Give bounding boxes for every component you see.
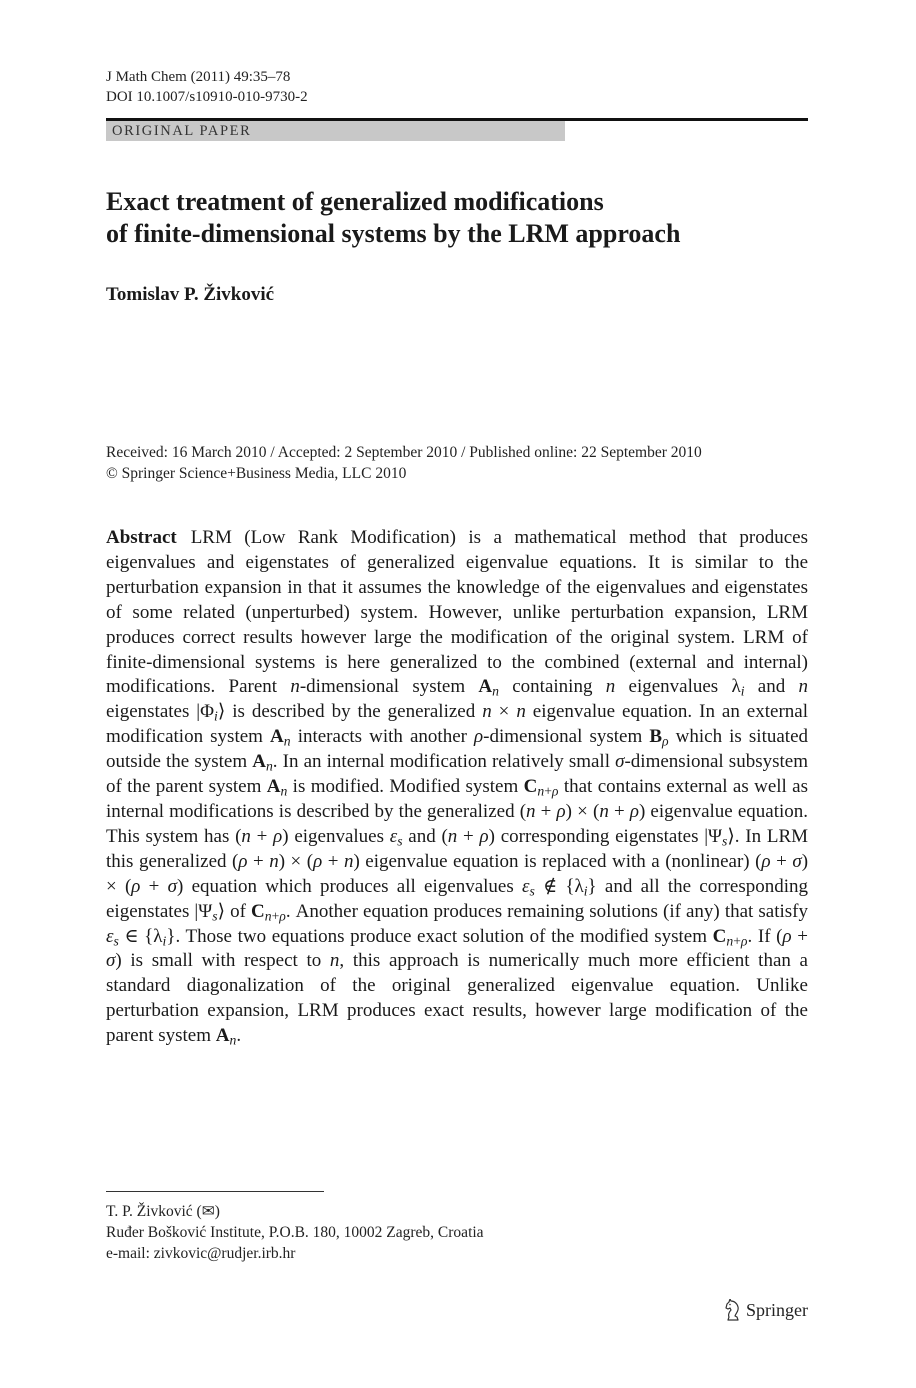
publisher-logo xyxy=(724,1298,808,1322)
abstract xyxy=(106,526,808,1049)
title-line-2: of finite-dimensional systems by the LRM approach xyxy=(106,219,681,248)
dates-line: Received: 16 March 2010 / Accepted: 2 September 2010 / Published online: 22 September 2010 xyxy=(106,444,702,461)
abstract-body: LRM (Low Rank Modification) is a mathematical method that produces eigenvalues and eigenstates of generalized eigenvalue equations. It is similar to the perturbation expansion in that it assumes the knowledge of the eigenvalues and eigenstates of some related (unperturbed) system. However, unlike perturbation expansion, LRM produces correct results however large the modification of the original system. LRM of finite-dimensional systems is here generalized to the combined (external and internal) modifications. Parent n-dimensional system $A_n$ containing n eigenvalues $\lambda_i$ and n eigenstates $|\Phi_i⟩$ is described by the generalized n × n eigenvalue equation. In an external modification system $A_n$ interacts with another ρ-dimensional system $B_\rho$ which is situated outside the system $A_n$. In an internal modification relatively small σ-dimensional subsystem of the parent system $A_n$ is modified. Modified system $C_{n+\rho}$ that contains external as well as internal modifications is described by the generalized (n + ρ) × (n + ρ) eigenvalue equation. This system has (n + ρ) eigenvalues $\varepsilon_s$ and (n + ρ) corresponding eigenstates $|\Psi_s⟩$. In LRM this generalized (ρ + n) × (ρ + n) eigenvalue equation is replaced with a (nonlinear) (ρ + σ) × (ρ + σ) equation which produces all eigenvalues $\varepsilon_s$ ∉ $\{\lambda_i\}$ and all the corresponding eigenstates $|\Psi_s⟩$ of $C_{n+\rho}$. Another equation produces remaining solutions (if any) that satisfy $\varepsilon_s$ ∈ $\{\lambda_i\}$. Those two equations produce exact solution of the modified system $C_{n+\rho}$. If (ρ + σ) is small with respect to n, this approach is numerically much more efficient than a standard diagonalization of the original generalized eigenvalue equation. Unlike perturbation expansion, LRM produces exact results, however large modification of the parent system $A_n$. xyxy=(106,527,809,1048)
article-type-label: ORIGINAL PAPER xyxy=(112,123,252,139)
email: e-mail: zivkovic@rudjer.irb.hr xyxy=(106,1245,296,1262)
footnote-rule xyxy=(106,1191,324,1192)
paper-title xyxy=(106,186,826,250)
journal-meta xyxy=(106,67,308,107)
author-affiliation xyxy=(106,1201,484,1264)
springer-knight-icon xyxy=(724,1299,742,1321)
author-name: Tomislav P. Živković xyxy=(106,284,275,305)
publication-dates xyxy=(106,442,702,484)
journal-citation: J Math Chem (2011) 49:35–78 xyxy=(106,69,291,85)
institution: Ruđer Bošković Institute, P.O.B. 180, 10002 Zagreb, Croatia xyxy=(106,1224,484,1241)
abstract-heading: Abstract xyxy=(106,527,177,548)
title-line-1: Exact treatment of generalized modifications xyxy=(106,187,604,216)
publisher-name: Springer xyxy=(746,1300,808,1320)
doi: DOI 10.1007/s10910-010-9730-2 xyxy=(106,89,308,105)
footnote-author: T. P. Živković (✉) xyxy=(106,1203,220,1220)
copyright-line: © Springer Science+Business Media, LLC 2010 xyxy=(106,465,407,482)
